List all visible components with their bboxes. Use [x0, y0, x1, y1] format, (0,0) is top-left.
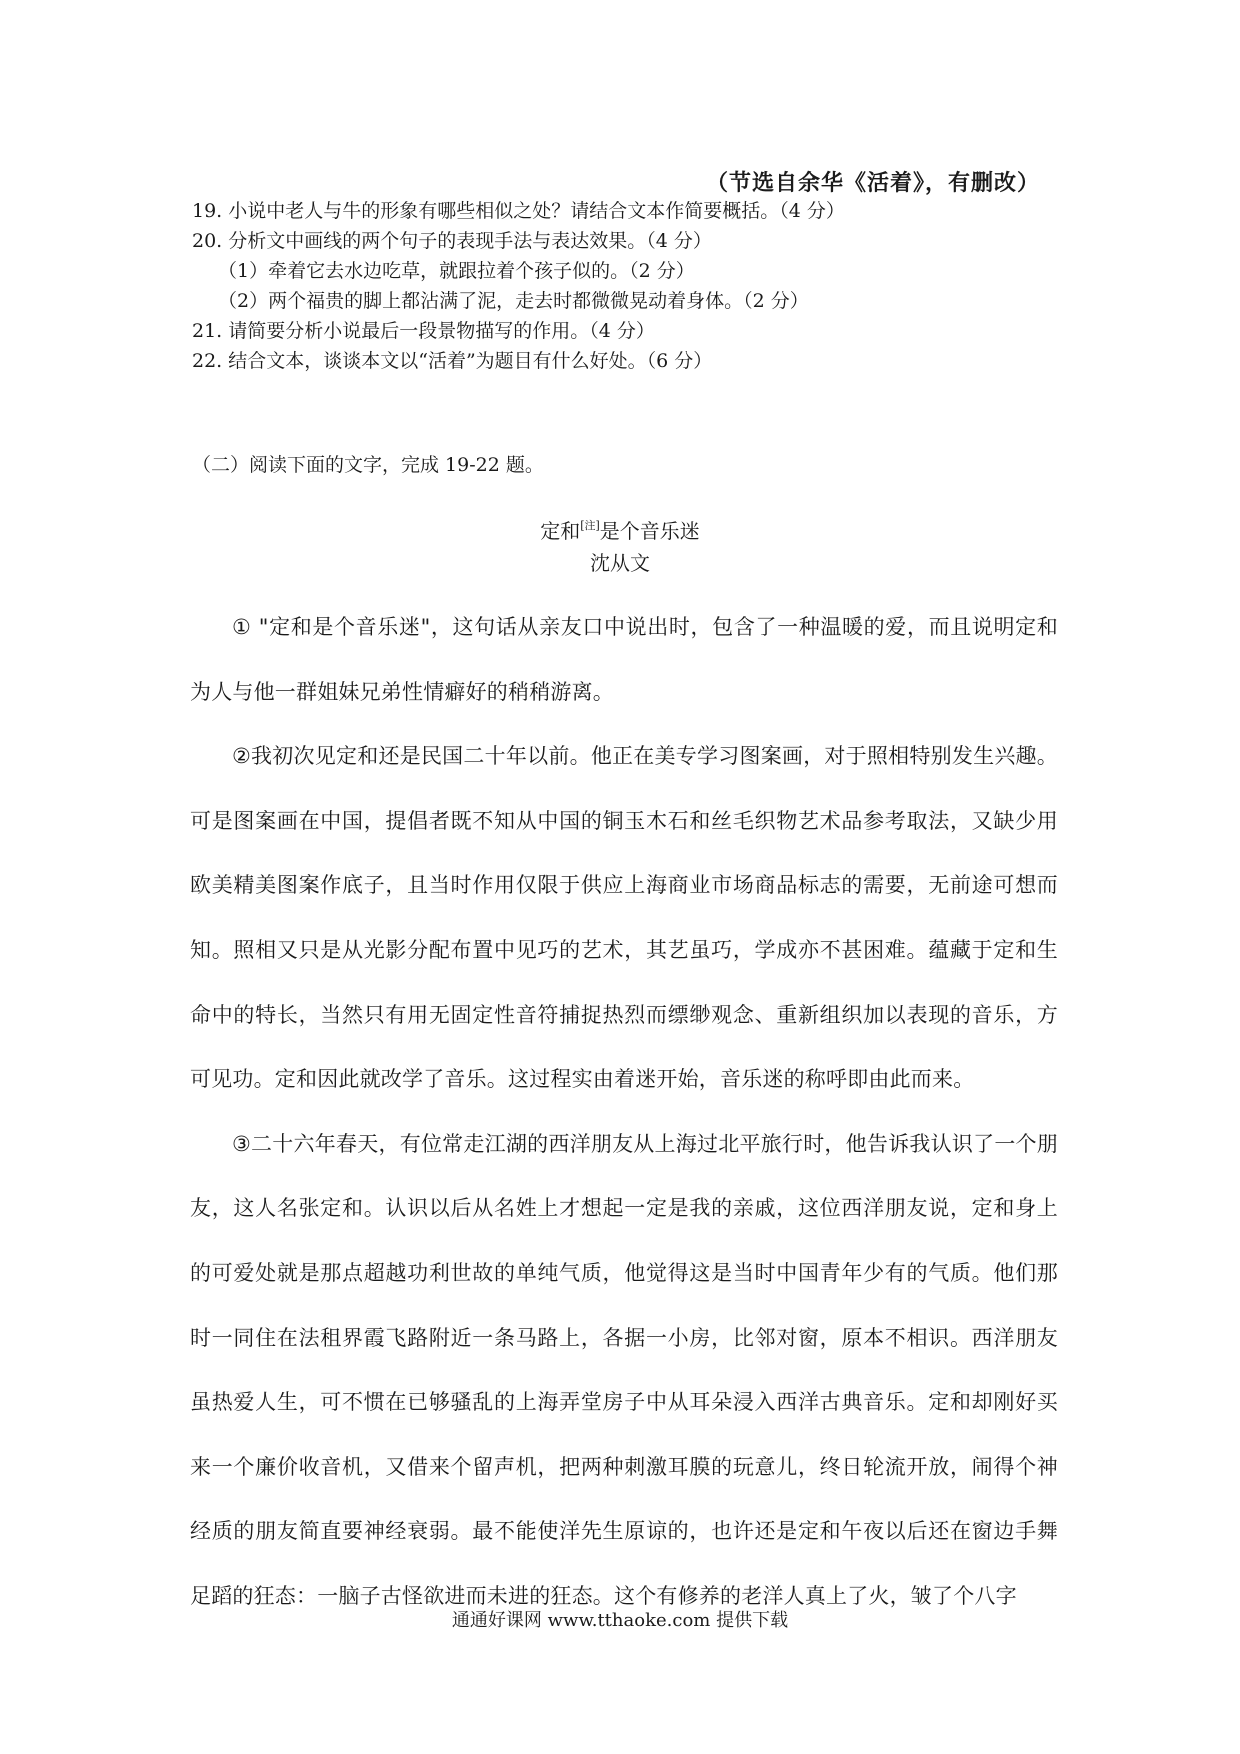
section-heading: （二）阅读下面的文字，完成 19-22 题。 [192, 454, 544, 476]
question-20-part-1: （1）牵着它去水边吃草，就跟拉着个孩子似的。（2 分） [218, 260, 695, 282]
article-title [0, 515, 1240, 544]
article-author: 沈从文 [590, 551, 650, 575]
source-note: （节选自余华《活着》，有删改） [705, 171, 1040, 196]
paragraph-3: ③二十六年春天，有位常走江湖的西洋朋友从上海过北平旅行时，他告诉我认识了一个朋友，这人名张定和。认识以后从名姓上才想起一定是我的亲戚，这位西洋朋友说，定和身上的可爱处就是那点超越功利世故的单纯气质，他觉得这是当时中国青年少有的气质。他们那时一同住在法租界霞飞路附近一条马路上，各据一小房，比邻对窗，原本不相识。西洋朋友虽热爱人生，可不惯在已够骚乱的上海弄堂房子中从耳朵浸入西洋古典音乐。定和却刚好买来一个廉价收音机，又借来个留声机，把两种刺激耳膜的玩意儿，终日轮流开放，闹得个神经质的朋友简直要神经衰弱。最不能使洋先生原谅的，也许还是定和午夜以后还在窗边手舞足蹈的狂态：一脑子古怪欲进而未进的狂态。这个有修养的老洋人真上了火，皱了个八字 [190, 1131, 1058, 1608]
question-19: 19. 小说中老人与牛的形象有哪些相似之处？请结合文本作简要概括。（4 分） [192, 200, 845, 222]
article-body [190, 595, 1058, 1629]
article-title-note: [注] [580, 519, 600, 532]
question-21: 21. 请简要分析小说最后一段景物描写的作用。（4 分） [192, 320, 655, 342]
article-title-text: 定和 [540, 519, 581, 543]
paragraph-2: ②我初次见定和还是民国二十年以前。他正在美专学习图案画，对于照相特别发生兴趣。可是图案画在中国，提倡者既不知从中国的铜玉木石和丝毛织物艺术品参考取法，又缺少用欧美精美图案作底子，且当时作用仅限于供应上海商业市场商品标志的需要，无前途可想而知。照相又只是从光影分配布置中见巧的艺术，其艺虽巧，学成亦不甚困难。蕴藏于定和生命中的特长，当然只有用无固定性音符捕捉热烈而缥缈观念、重新组织加以表现的音乐，方可见功。定和因此就改学了音乐。这过程实由着迷开始，音乐迷的称呼即由此而来。 [190, 744, 1058, 1092]
article-title-rest: 是个音乐迷 [599, 519, 700, 543]
question-22: 22. 结合文本，谈谈本文以“活着”为题目有什么好处。（6 分） [192, 350, 713, 372]
question-20: 20. 分析文中画线的两个句子的表现手法与表达效果。（4 分） [192, 230, 712, 252]
question-20-part-2: （2）两个福贵的脚上都沾满了泥，走去时都微微晃动着身体。（2 分） [218, 290, 809, 312]
paragraph-1: ① "定和是个音乐迷"，这句话从亲友口中说出时，包含了一种温暖的爱，而且说明定和为人与他一群姐妹兄弟性情癖好的稍稍游离。 [190, 615, 1058, 704]
footer-credit: 通通好课网 www.tthaoke.com 提供下载 [451, 1610, 789, 1631]
